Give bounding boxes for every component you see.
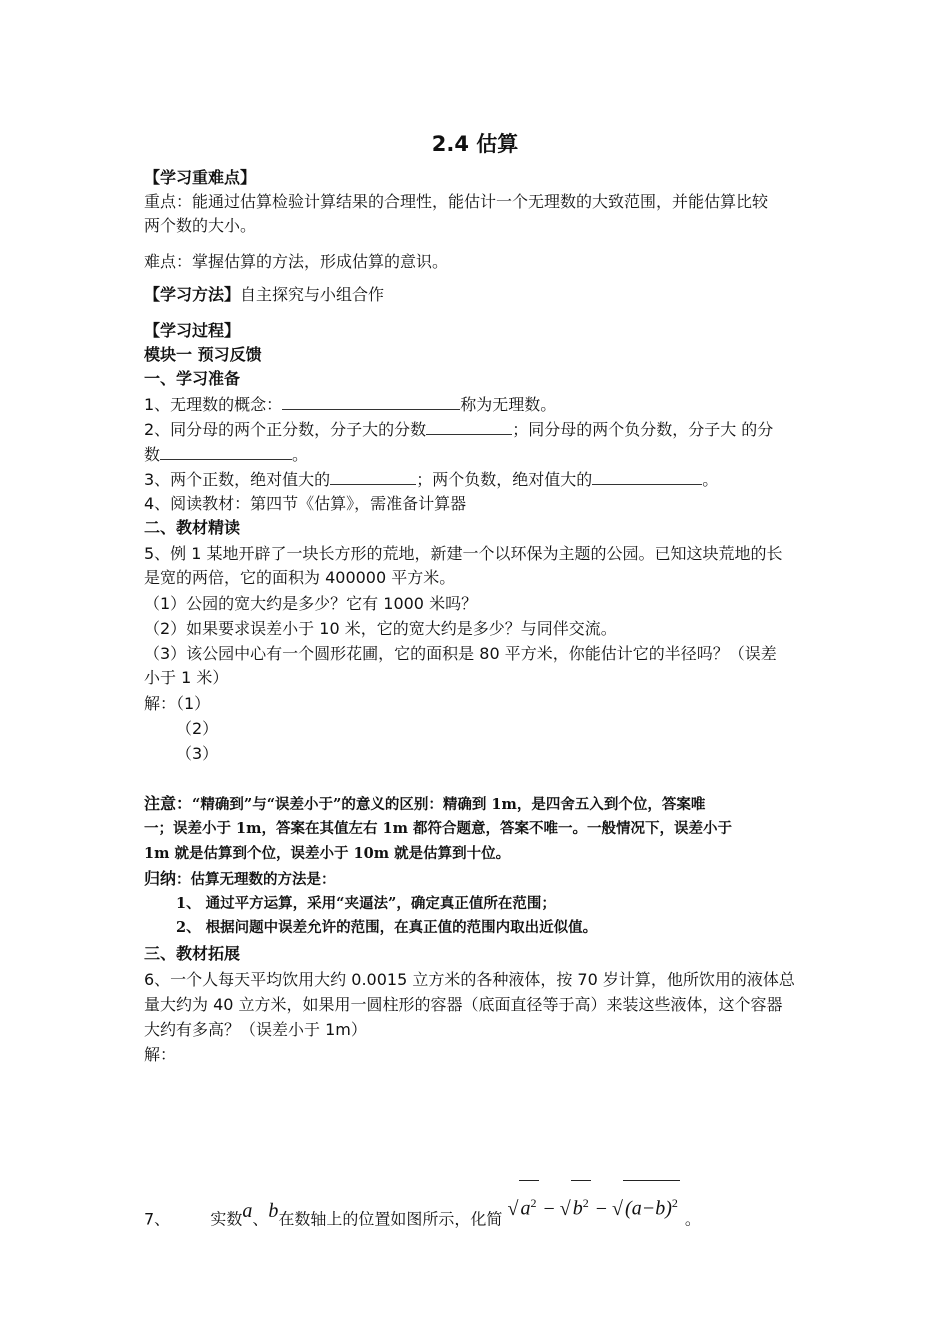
q2-line2-prefix: 数 [144,445,161,464]
question-6-line-1: 6、一个人每天平均饮用大约 0.0015 立方米的各种液体，按 70 岁计算，他所饮用的液体总 [144,970,795,989]
method-line [144,283,814,307]
note-line-3: 1m 就是估算到个位，误差小于 10m 就是估算到十位。 [144,845,511,862]
q7-exp-3: 2 [671,1196,678,1210]
q2-blank-2[interactable] [160,442,292,460]
method-text: 自主探究与小组合作 [240,285,385,304]
q7-var-a: a [242,1199,253,1222]
note-label: 注意： [144,794,193,813]
q7-exp-1: 2 [530,1196,537,1210]
q2-blank-1[interactable] [426,417,512,435]
q7-end: 。 [684,1209,701,1229]
sub-question-1: （1）公园的宽大约是多少？它有 1000 米吗？ [144,594,478,613]
key-point-line-2: 两个数的大小。 [144,216,257,235]
q7-minus-1: − [543,1197,555,1220]
q1-prefix: 1、无理数的概念： [144,395,283,414]
q3-prefix: 3、两个正数，绝对值大的 [144,470,331,489]
sub-question-2: （2）如果要求误差小于 10 米，它的宽大约是多少？与同伴交流。 [144,619,617,638]
sub-question-3-line-2: 小于 1 米） [144,668,229,687]
question-3 [144,467,814,492]
question-2-cont [144,442,814,467]
q2-line2-suffix: 。 [292,445,309,464]
summary-label: 归纳 [144,869,177,888]
q2-prefix: 2、同分母的两个正分数，分子大的分数 [144,420,427,439]
question-7 [144,1190,814,1234]
focus-heading: 【学习重难点】 [144,168,257,187]
q7-exp-2: 2 [582,1196,589,1210]
q3-blank-1[interactable] [330,467,416,485]
sub-question-3-line-1: （3）该公园中心有一个圆形花圃，它的面积是 80 平方米，你能估计它的半径吗？（误差 [144,644,777,663]
process-heading: 【学习过程】 [144,321,241,340]
solution-3: （3） [176,744,219,763]
q7-number: 7、 [144,1209,171,1229]
note-text-1: “精确到”与“误差小于”的意义的区别：精确到 1m，是四舍五入到个位，答案唯 [192,796,706,813]
q7-minus-2: − [595,1197,608,1220]
section-1-heading: 一、学习准备 [144,369,241,388]
question-6-line-2: 量大约为 40 立方米，如果用一圆柱形的容器（底面直径等于高）来装这些液体，这个容器 [144,995,783,1014]
example-line-1: 5、例 1 某地开辟了一块长方形的荒地，新建一个以环保为主题的公园。已知这块荒地的长 [144,544,783,563]
q7-sep: 、 [252,1209,269,1229]
q7-expr-ab: (a−b) [625,1197,672,1220]
question-1 [144,392,814,417]
page-title: 2.4 估算 [431,132,519,156]
q7-expr-b: b [572,1197,583,1220]
question-4: 4、阅读教材：第四节《估算》，需准备计算器 [144,494,467,513]
example-line-2: 是宽的两倍，它的面积为 400000 平方米。 [144,568,456,587]
q3-mid: ；两个负数，绝对值大的 [416,470,593,489]
module-heading: 模块一 预习反馈 [144,345,262,364]
summary-item-1: 1、 通过平方运算，采用“夹逼法”，确定真正值所在范围； [176,895,556,912]
q7-expr-a: a [520,1197,531,1220]
question-6-line-3: 大约有多高？（误差小于 1m） [144,1020,367,1039]
q7-expression: √ $a^2$ − √ $b^2$ − √ $(a-b)^2$ [508,1198,685,1220]
summary-line [144,867,814,892]
q7-text-2: 在数轴上的位置如图所示，化简 [278,1209,503,1229]
q7-text-1: 实数 [210,1209,243,1229]
q3-blank-2[interactable] [592,467,702,485]
section-2-heading: 二、教材精读 [144,518,241,537]
question-6-solution: 解： [144,1045,177,1064]
note-line-1 [144,792,814,817]
solution-1: 解：（1） [144,694,211,713]
difficulty-line: 难点：掌握估算的方法，形成估算的意识。 [144,252,449,271]
q7-var-b: b [268,1199,279,1222]
summary-item-2: 2、 根据问题中误差允许的范围，在真正值的范围内取出近似值。 [176,919,598,936]
solution-2: （2） [176,719,219,738]
question-2 [144,417,814,442]
q1-blank[interactable] [282,392,460,410]
key-point-line-1: 重点：能通过估算检验计算结果的合理性，能估计一个无理数的大致范围，并能估算比较 [144,192,769,211]
note-line-2: 一；误差小于 1m，答案在其值左右 1m 都符合题意，答案不唯一。一般情况下，误差小于 [144,820,733,837]
q2-mid: ；同分母的两个负分数，分子大 的分 [512,420,774,439]
summary-text: ：估算无理数的方法是： [176,871,336,888]
method-heading: 【学习方法】 [144,285,241,304]
section-3-heading: 三、教材拓展 [144,944,241,963]
q3-suffix: 。 [702,470,719,489]
q1-suffix: 称为无理数。 [460,395,557,414]
